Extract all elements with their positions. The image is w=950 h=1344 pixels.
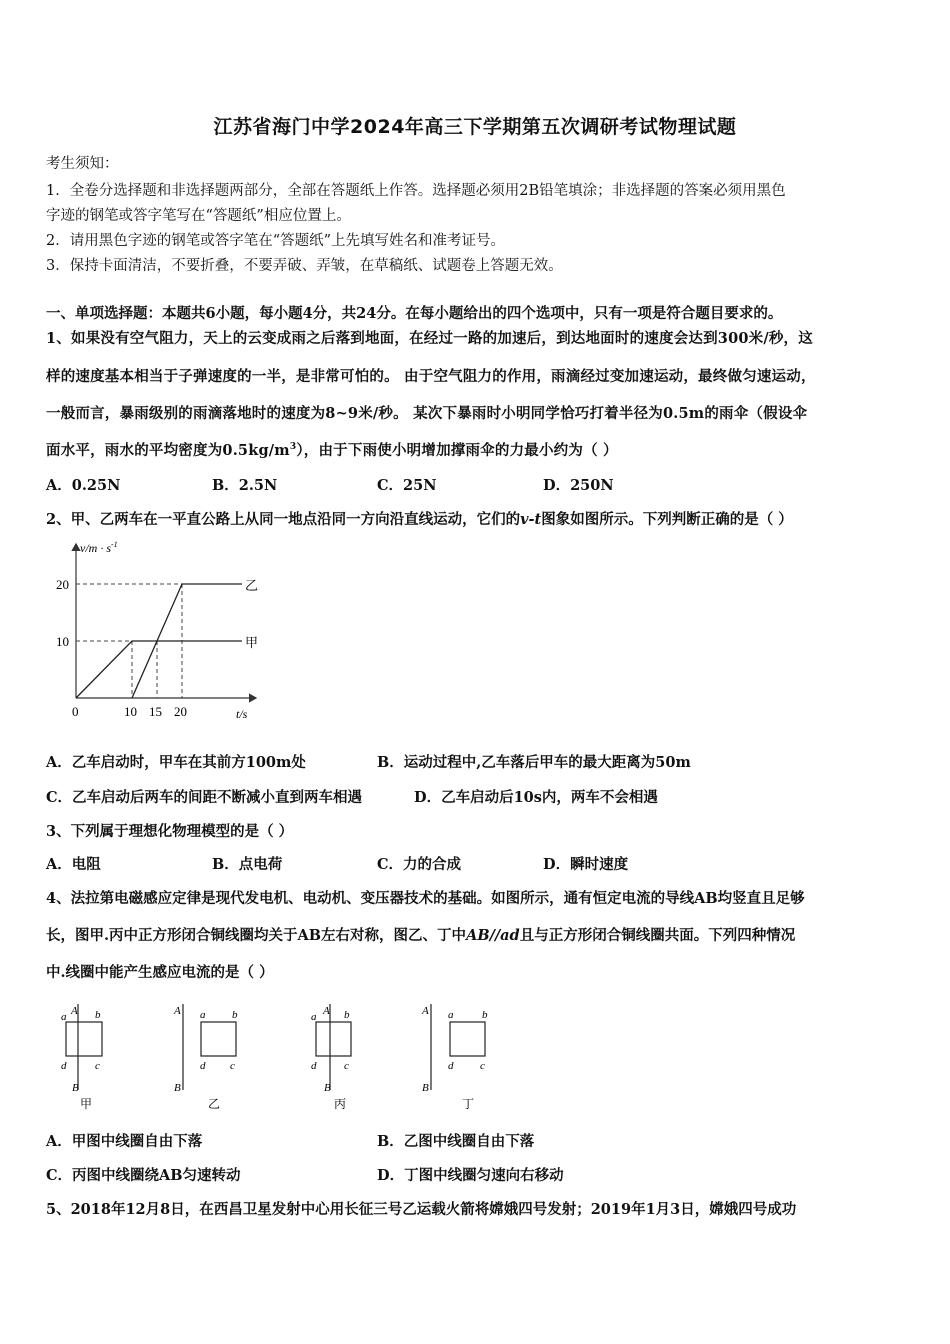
- ytick-20: 20: [56, 577, 69, 592]
- line-jia: [76, 641, 242, 698]
- svg-text:B: B: [72, 1082, 79, 1094]
- q2-stem-pre: 2、甲、乙两车在一平直公路上从同一地点沿同一方向沿直线运动，它们的: [46, 511, 521, 528]
- ytick-10: 10: [56, 634, 69, 649]
- q1-option-b[interactable]: B．2.5N: [212, 477, 278, 494]
- svg-text:a: a: [200, 1009, 206, 1021]
- svg-text:c: c: [344, 1060, 349, 1072]
- label-jia: 甲: [245, 635, 259, 650]
- q3-option-c[interactable]: C．力的合成: [377, 856, 462, 873]
- q5-stem: 5、2018年12月8日，在西昌卫星发射中心用长征三号乙运载火箭将嫦娥四号发射；2019年1月3日，嫦娥四号成功: [46, 1201, 797, 1218]
- svg-text:B: B: [324, 1082, 331, 1094]
- q2-option-a[interactable]: A．乙车启动时，甲车在其前方100m处: [46, 754, 306, 771]
- q4-line-3: 中.线圈中能产生感应电流的是（ ）: [46, 964, 274, 981]
- svg-text:d: d: [311, 1060, 317, 1072]
- notice-line-2: 字迹的钢笔或答字笔写在“答题纸”相应位置上。: [46, 208, 351, 224]
- q4-option-a[interactable]: A．甲图中线圈自由下落: [46, 1133, 203, 1150]
- q2-stem-post: 图象如图所示。下列判断正确的是（ ）: [541, 511, 793, 528]
- fig-yi: [170, 1000, 250, 1115]
- svg-text:d: d: [200, 1060, 206, 1072]
- coil-yi: [201, 1022, 236, 1056]
- q4-line-2-pre: 长，图甲.丙中正方形闭合铜线圈均关于AB左右对称，图乙、丁中: [46, 927, 467, 944]
- graph-xlabel: t/s: [236, 707, 248, 721]
- notice-line-3: 2．请用黑色字迹的钢笔或答字笔在“答题纸”上先填写姓名和准考证号。: [46, 233, 506, 249]
- q4-option-d[interactable]: D．丁图中线圈匀速向右移动: [377, 1167, 564, 1184]
- svg-text:c: c: [95, 1060, 100, 1072]
- q2-option-b[interactable]: B．运动过程中,乙车落后甲车的最大距离为50m: [377, 754, 691, 771]
- notice-heading: 考生须知：: [46, 156, 119, 172]
- section-heading: 一、单项选择题：本题共6小题，每小题4分，共24分。在每小题给出的四个选项中，只有一项是符合题目要求的。: [46, 305, 783, 322]
- svg-text:a: a: [448, 1009, 454, 1021]
- caption-jia: 甲: [80, 1097, 93, 1111]
- q1-line-4-text: 面水平，雨水的平均密度为0.5kg/m: [46, 442, 290, 459]
- notice-line-4: 3．保持卡面清洁，不要折叠，不要弄破、弄皱，在草稿纸、试题卷上答题无效。: [46, 258, 563, 274]
- q1-line-4: [46, 439, 618, 460]
- q1-line-2: 样的速度基本相当于子弹速度的一半，是非常可怕的。 由于空气阻力的作用，雨滴经过变加速运动，最终做匀速运动，: [46, 368, 816, 385]
- vt-graph: [48, 538, 278, 728]
- xtick-15: 15: [149, 704, 162, 719]
- notice-line-1: 1．全卷分选择题和非选择题两部分，全部在答题纸上作答。选择题必须用2B铅笔填涂；非选择题的答案必须用黑色: [46, 183, 786, 199]
- q1-line-3: 一般而言，暴雨级别的雨滴落地时的速度为8~9米/秒。 某次下暴雨时小明同学恰巧打着半径为0.5m的雨伞（假设伞: [46, 405, 808, 422]
- q2-option-c[interactable]: C．乙车启动后两车的间距不断减小直到两车相遇: [46, 789, 363, 806]
- svg-text:a: a: [311, 1011, 317, 1023]
- q1-line-4-tail: ），由于下雨使小明增加撑雨伞的力最小约为（ ）: [296, 442, 618, 459]
- xtick-20: 20: [174, 704, 187, 719]
- svg-text:b: b: [95, 1009, 101, 1021]
- svg-text:b: b: [482, 1009, 488, 1021]
- q4-line-2-tail: 且与正方形闭合铜线圈共面。下列四种情况: [519, 927, 796, 944]
- q1-option-d[interactable]: D．250N: [543, 477, 614, 494]
- q1-line-1: 1、如果没有空气阻力，天上的云变成雨之后落到地面，在经过一路的加速后，到达地面时的速度会达到300米/秒，这: [46, 330, 813, 347]
- svg-text:c: c: [230, 1060, 235, 1072]
- fig-ding: [418, 1000, 498, 1115]
- q4-option-b[interactable]: B．乙图中线圈自由下落: [377, 1133, 535, 1150]
- caption-ding: 丁: [462, 1097, 475, 1111]
- coil-bing: [316, 1022, 351, 1056]
- q2-option-d[interactable]: D．乙车启动后10s内，两车不会相遇: [414, 789, 658, 806]
- svg-text:A: A: [422, 1005, 429, 1017]
- svg-text:A: A: [174, 1005, 181, 1017]
- svg-text:B: B: [422, 1082, 429, 1094]
- svg-text:b: b: [344, 1009, 350, 1021]
- xtick-10: 10: [124, 704, 137, 719]
- svg-text:A: A: [323, 1005, 330, 1017]
- svg-text:c: c: [480, 1060, 485, 1072]
- graph-ylabel: $v/m \cdot s^{-1}$: [80, 540, 118, 555]
- q3-option-d[interactable]: D．瞬时速度: [543, 856, 629, 873]
- q4-line-1: 4、法拉第电磁感应定律是现代发电机、电动机、变压器技术的基础。如图所示，通有恒定电流的导线AB均竖直且足够: [46, 890, 805, 907]
- q4-option-c[interactable]: C．丙图中线圈绕AB匀速转动: [46, 1167, 241, 1184]
- fig-bing: [310, 1000, 370, 1115]
- q2-stem: [46, 508, 793, 529]
- q3-option-a[interactable]: A．电阻: [46, 856, 101, 873]
- svg-text:d: d: [61, 1060, 67, 1072]
- caption-yi: 乙: [208, 1097, 221, 1111]
- coil-jia: [66, 1022, 102, 1056]
- coil-ding: [450, 1022, 485, 1056]
- label-yi: 乙: [245, 578, 259, 593]
- q1-sup: 3: [289, 442, 297, 453]
- q1-option-a[interactable]: A．0.25N: [46, 477, 121, 494]
- q1-option-c[interactable]: C．25N: [377, 477, 437, 494]
- svg-text:b: b: [232, 1009, 238, 1021]
- svg-text:B: B: [174, 1082, 181, 1094]
- caption-bing: 丙: [334, 1097, 347, 1111]
- fig-jia: [58, 1000, 118, 1115]
- q3-option-b[interactable]: B．点电荷: [212, 856, 283, 873]
- q4-line-2-italic: AB//ad: [466, 927, 520, 944]
- graph-origin: 0: [72, 704, 79, 719]
- q3-stem: 3、下列属于理想化物理模型的是（ ）: [46, 823, 294, 840]
- svg-text:d: d: [448, 1060, 454, 1072]
- exam-title: 江苏省海门中学2024年高三下学期第五次调研考试物理试题: [213, 116, 737, 138]
- svg-text:A: A: [71, 1005, 78, 1017]
- q4-line-2: [46, 924, 795, 945]
- q2-stem-vt: v-t: [520, 511, 542, 528]
- svg-text:a: a: [61, 1011, 67, 1023]
